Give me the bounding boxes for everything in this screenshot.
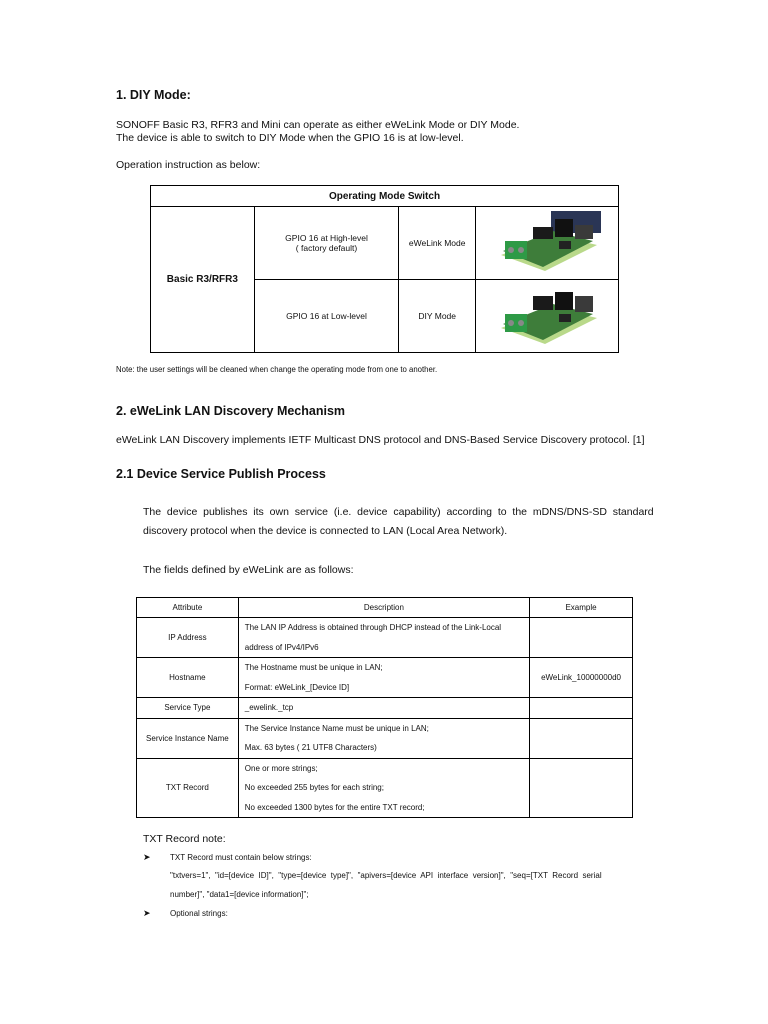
device-cell: Basic R3/RFR3 (151, 207, 255, 353)
section21-para-line2: discovery protocol when the device is connected to LAN (Local Area Network). (143, 525, 508, 537)
attribute-cell: TXT Record (137, 758, 239, 818)
fields-intro: The fields defined by eWeLink are as follows: (143, 564, 354, 576)
section1-para-line2: The device is able to switch to DIY Mode when the GPIO 16 is at low-level. (116, 132, 464, 144)
attribute-cell: Service Type (137, 698, 239, 719)
operation-instruction: Operation instruction as below: (116, 159, 261, 171)
header-example: Example (530, 598, 633, 618)
description-cell (238, 718, 529, 758)
section2-para: eWeLink LAN Discovery implements IETF Multicast DNS protocol and DNS-Based Service Discovery protocol. [1] (116, 434, 645, 446)
table-row (137, 758, 633, 818)
section1-para-line1: SONOFF Basic R3, RFR3 and Mini can operate as either eWeLink Mode or DIY Mode. (116, 119, 520, 131)
section21-para-line1: The device publishes its own service (i.e. device capability) according to the mDNS/DNS-SD standard (143, 506, 654, 518)
bullet1-detail-line1: "txtvers=1", "id=[device ID]", "type=[device type]", "apivers=[device API interface version]", "seq=[TXT Record serial (170, 871, 602, 880)
settings-note: Note: the user settings will be cleaned when change the operating mode from one to another. (116, 365, 438, 374)
description-line: Max. 63 bytes ( 21 UTF8 Characters) (244, 743, 377, 752)
description-cell (238, 658, 529, 698)
gpio-high-sublabel: ( factory default) (295, 243, 358, 253)
description-line: No exceeded 1300 bytes for the entire TXT record; (244, 802, 425, 812)
bullet2-text: Optional strings: (170, 909, 228, 918)
description-line: The Hostname must be unique in LAN; (244, 663, 383, 672)
attribute-cell: Hostname (137, 658, 239, 698)
description-line: The LAN IP Address is obtained through DHCP instead of the Link-Local (244, 623, 502, 632)
table-row (137, 698, 633, 719)
operating-mode-table-header: Operating Mode Switch (151, 186, 619, 207)
device-photo-cell-1 (476, 207, 619, 280)
example-cell (530, 698, 633, 719)
attribute-cell: IP Address (137, 618, 239, 658)
bullet1-text: TXT Record must contain below strings: (170, 853, 312, 862)
section1-heading: 1. DIY Mode: (116, 88, 191, 102)
bullet-arrow-icon: ➤ (143, 908, 151, 918)
device-photo (493, 211, 601, 275)
description-cell (238, 618, 529, 658)
diy-mode-cell: DIY Mode (399, 280, 476, 353)
table-row (137, 658, 633, 698)
gpio-high-label: GPIO 16 at High-level (285, 233, 368, 243)
description-cell (238, 698, 529, 719)
gpio-high-cell (254, 207, 399, 280)
description-cell (238, 758, 529, 818)
section21-heading: 2.1 Device Service Publish Process (116, 467, 326, 481)
description-line: address of IPv4/IPv6 (244, 642, 319, 652)
header-description: Description (238, 598, 529, 618)
example-cell (530, 718, 633, 758)
example-cell (530, 758, 633, 818)
section2-heading: 2. eWeLink LAN Discovery Mechanism (116, 404, 346, 418)
gpio-low-label: GPIO 16 at Low-level (286, 311, 367, 321)
example-cell: eWeLink_10000000d0 (530, 658, 633, 698)
operating-mode-table (150, 185, 619, 353)
gpio-low-cell (254, 280, 399, 353)
txt-record-note: TXT Record note: (143, 833, 226, 845)
header-attribute: Attribute (137, 598, 239, 618)
ewelink-mode-cell: eWeLink Mode (399, 207, 476, 280)
description-line: The Service Instance Name must be unique in LAN; (244, 723, 429, 733)
table-row (137, 618, 633, 658)
attribute-cell: Service Instance Name (137, 718, 239, 758)
example-cell (530, 618, 633, 658)
description-line: Format: eWeLink_[Device ID] (244, 682, 350, 692)
description-line: No exceeded 255 bytes for each string; (244, 783, 384, 792)
table-row (137, 718, 633, 758)
description-line: One or more strings; (244, 763, 318, 773)
fields-table (136, 597, 633, 818)
device-photo (493, 284, 601, 348)
bullet-arrow-icon: ➤ (143, 852, 151, 862)
description-line: _ewelink._tcp (244, 703, 294, 712)
bullet1-detail-line2: number]", "data1=[device information]"; (170, 890, 309, 899)
device-photo-cell-2 (476, 280, 619, 353)
